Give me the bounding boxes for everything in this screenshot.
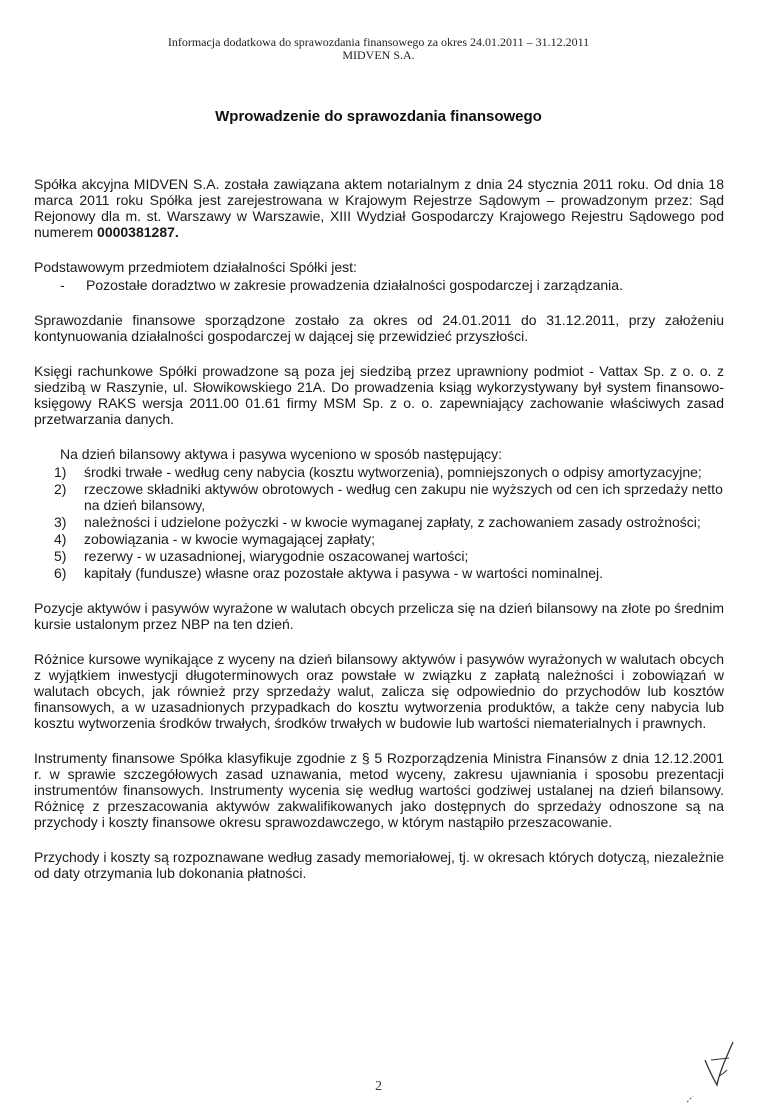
activity-intro: Podstawowym przedmiotem działalności Spółki jest: (34, 259, 357, 275)
paragraph-reporting-period: Sprawozdanie finansowe sporządzone zostało za okres od 24.01.2011 do 31.12.2011, przy założeniu kontynuowania działalności gospodarczej w dającej się przewidzieć przyszłości. (34, 312, 724, 344)
paragraph-financial-instruments: Instrumenty finansowe Spółka klasyfikuje zgodnie z § 5 Rozporządzenia Ministra Finansów z dnia 12.12.2001 r. w sprawie szczegółowych zasad uznawania, metod wyceny, zakresu ujawniania i sposobu prezentacji instrumentów finansowych. Instrumenty wycenia się według wartości godziwej ustalanej na dzień bilansowy. Różnicę z przeszacowania aktywów zakwalifikowanych jako dostępnych do sprzedaży odnoszone są na przychody i koszty finansowe okresu sprawozdawczego, w którym nastąpiło przeszacowanie. (34, 750, 724, 830)
list-item (54, 531, 724, 547)
list-index: 2) (54, 481, 67, 497)
list-item (54, 565, 724, 581)
list-index: 3) (54, 514, 67, 530)
paragraph-foreign-currency: Pozycje aktywów i pasywów wyrażone w walutach obcych przelicza się na dzień bilansowy na złote po średnim kursie ustalonym przez NBP na ten dzień. (34, 600, 724, 632)
section-title: Wprowadzenie do sprawozdania finansowego (215, 108, 542, 125)
list-text: rezerwy - w uzasadnionej, wiarygodnie oszacowanej wartości; (84, 548, 469, 564)
bullet-dash: - (60, 277, 65, 293)
list-text: kapitały (fundusze) własne oraz pozostałe aktywa i pasywa - w wartości nominalnej. (84, 565, 604, 581)
list-index: 5) (54, 548, 67, 564)
paragraph-revenue-costs: Przychody i koszty są rozpoznawane według zasady memoriałowej, tj. w okresach których dotyczą, niezależnie od daty otrzymania lub dokonania płatności. (34, 849, 724, 881)
document-header (0, 36, 757, 62)
list-item (54, 464, 724, 480)
list-text: środki trwałe - według ceny nabycia (kosztu wytworzenia), pomniejszonych o odpisy amortyzacyjne; (84, 464, 702, 480)
document-body (34, 176, 724, 900)
list-index: 6) (54, 565, 67, 581)
valuation-methods-list (54, 446, 724, 581)
list-text: rzeczowe składniki aktywów obrotowych - według cen zakupu nie wyższych od cen ich sprzedaży netto na dzień bilansowy, (84, 481, 723, 513)
list-intro: Na dzień bilansowy aktywa i pasywa wyceniono w sposób następujący: (60, 446, 503, 462)
activity-item: Pozostałe doradztwo w zakresie prowadzenia działalności gospodarczej i zarządzania. (86, 277, 623, 293)
header-company-name: MIDVEN S.A. (342, 48, 415, 62)
paragraph-business-activity (34, 259, 724, 293)
list-item (54, 481, 724, 513)
list-index: 4) (54, 531, 67, 547)
paragraph-company-registration (34, 176, 724, 240)
paragraph-exchange-differences: Różnice kursowe wynikające z wyceny na dzień bilansowy aktywów i pasywów wyrażonych w walutach obcych z wyjątkiem inwestycji długoterminowych oraz powstałe w związku z zapłatą należności i zobowiązań w walutach obcych, jak również przy sprzedaży walut, zalicza się odpowiednio do przychodów lub kosztów finansowych, a w uzasadnionych przypadkach do kosztu wytworzenia produktów, a także ceny nabycia lub kosztu wytworzenia środków trwałych, środków trwałych w budowie lub wartości niematerialnych i prawnych. (34, 651, 724, 731)
page-number: 2 (375, 1079, 382, 1094)
list-item (54, 514, 724, 530)
list-text: zobowiązania - w kwocie wymagającej zapłaty; (84, 531, 376, 547)
list-text: należności i udzielone pożyczki - w kwocie wymaganej zapłaty, z zachowaniem zasady ostrożności; (84, 514, 701, 530)
list-index: 1) (54, 464, 67, 480)
krs-number: 0000381287. (97, 224, 179, 240)
paragraph-text: Spółka akcyjna MIDVEN S.A. została zawiązana aktem notarialnym z dnia 24 stycznia 2011 roku. Od dnia 18 marca 2011 roku Spółka jest zarejestrowana w Krajowym Rejestrze Sądowym – prowadzonym przez: Sąd Rejonowy dla m. st. Warszawy w Warszawie, XIII Wydział Gospodarczy Krajowego Rejestru Sądowego pod numerem (34, 176, 724, 240)
header-report-title: Informacja dodatkowa do sprawozdania finansowego za okres 24.01.2011 – 31.12.2011 (167, 35, 590, 49)
list-item (34, 277, 724, 293)
paragraph-accounting-books: Księgi rachunkowe Spółki prowadzone są poza jej siedzibą przez uprawniony podmiot - Vattax Sp. z o. o. z siedzibą w Raszynie, ul. Słowikowskiego 21A. Do prowadzenia ksiąg wykorzystywany był system finansowo-księgowy RAKS wersja 2011.00 01.61 firmy MSM Sp. z o. o. zapewniający zachowanie właściwych zasad przetwarzania danych. (34, 363, 724, 427)
list-item (54, 548, 724, 564)
